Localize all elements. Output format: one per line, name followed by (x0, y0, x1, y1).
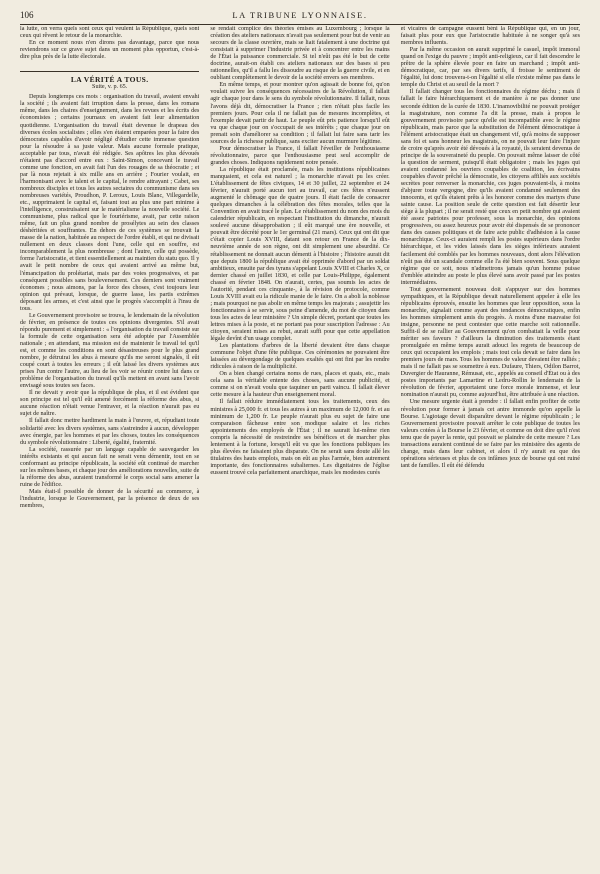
page-header (20, 6, 580, 25)
paragraph: Il fallait donc mettre hardiment la main à l'œuvre, et, répudiant toute solidarité avec les divers systèmes, sans s'astreindre à aucun, développer avec énergie, par les hommes et par les choses, toutes les conséquences du symbole révolutionnaire : Liberté, égalité, fraternité. (20, 418, 200, 446)
paragraph: se rendait complice des théories émises au Luxembourg ; lorsque la création des ateliers nationaux n'avait pas seulement pour but de venir au secours de la classe ouvrière, mais se liait fatalement à une doctrine qui consistait à supprimer l'industrie privée et à concentrer entre les mains de l'État la puissance commerciale. Si tel n'eût pas été le but de cette doctrine, aurait-on établi ces ateliers nationaux sur des bases si peu rationnelles, qu'il a fallu les dissoudre au risque de la guerre civile, et en oubliant complètement le devoir de la société envers ses membres. (210, 26, 390, 82)
paragraph: Il fallait réduire immédiatement tous les traitements, ceux des ministres à 25,000 fr. et tous les autres à un maximum de 12,000 fr. et au minimum de 1,200 fr. Le peuple n'aurait plus eu sujet de faire une comparaison fâcheuse entre son modique salaire et les riches appointements des employés de l'État ; il ne saurait lui-même rien compris la nécessité de restreindre ses bénéfices et de marcher plus lentement à la fortune, lorsqu'il eût vu que les fonctions publiques les plus élevées ne faisaient plus disparate. On ne serait sans doute allé les titulaires des hauts emplois, mais on eût au plus l'armée, bien autrement importante, des fonctionnaires subalternes. Les dignitaires de l'église eussent trouvé cela parfaitement anarchique, mais les modestes curés (210, 399, 390, 476)
paragraph: On a bien changé certains noms de rues, places et quais, etc., mais cela sans la véritable entente des choses, sans aucune publicité, et comme si on n'avait voulu que taquiner un parti vaincu. Il fallait élever cette mesure à la hauteur d'un enseignement moral. (210, 371, 390, 399)
article-title: LA VÉRITÉ A TOUS. (70, 75, 149, 85)
paragraph: La société, rassurée par un langage capable de sauvegarder les intérêts existants et qui aucun fait ne serait venu démentir, tout en se conformant au principe républicain, la société eût continué de marcher sur les mêmes bases, et chaque jour des améliorations nouvelles, suite de la réforme des abus, auraient transformé le corps social sans amener la ruine de l'édifice. (20, 446, 200, 488)
paragraph: Par la même occasion on aurait supprimé le casuel, impôt immoral quand on l'exige du pauvre ; impôt anti-religieux, car il fait descendre le prêtre de la sphère élevée pour en faire un marchand ; impôt anti-démocratique, car, par ses divers tarifs, il froisse le sentiment de l'égalité, lui donc trouvera-t-on l'égalité si elle n'existe même pas dans le temple du Christ et au seuil de la mort ? (400, 47, 580, 89)
article-subtitle: Suite, v. p. 65. (92, 84, 128, 91)
paragraph: Le Gouvernement provisoire se trouva, le lendemain de la révolution de février, en présence de toutes ces opinions divergentes. S'il avait répondu purement et simplement : « l'organisation du travail consiste sur la formule de cette organisation sera été adoptée par l'Assemblée nationale ; en attendant, ma mission est de maintenir le travail tel qu'il est, et comme les conditions en sont désastreuses pour le plus grand nombre, je détruirai les abus à mesure qu'ils me seront signalés, il eût coupé court à toutes les erreurs ; il eût laissé les divers systèmes aux prises l'un contre l'autre, au lieu de les voir se réunir contre lui dans ce problème de l'organisation du travail qu'ils mettent en avant sans l'avoir envisagé sous toutes ses faces. (20, 312, 200, 390)
paragraph: Les plantations d'arbres de la liberté devaient être dans chaque commune l'objet d'une fête publique. Ces cérémonies ne pouvaient être laissées au dévergondage de quelques exaltés qui ont fini par les rendre ridicules à raison de la multiplicité. (210, 343, 390, 371)
column-1 (20, 26, 199, 868)
paragraph: Il fallait changer tous les fonctionnaires du régime déchu ; mais il fallait le faire hiérarchiquement et de manière à ne pas donner une seconde édition de la curée de 1830. L'inamovibilité ne pouvait protéger la magistrature, non comme l'a dit la presse, mais à propos le gouvernement provisoire parce qu'elle est incompatible avec le régime républicain, mais parce que la substitution de l'élément démocratique à l'élément aristocratique était un changement vif, qu'à moins de supposer sans foi et sans honneur les magistrats, on ne pouvait leur faire l'injure de croire qu'après avoir été dévoués à la royauté, ils seraient devenus de principe de la souveraineté du peuple. On pouvait même laisser de côté la question de serment, puisqu'il était obligatoire ; mais les juges qui avaient condamné les ouvriers coupables de coalition, les écrivains coupables d'avoir prêché la démocratie, les citoyens affiliés aux sociétés secrètes pour renverser la monarchie, ces juges pouvaient-ils, à moins d'abjurer toute vergogne, dire qu'ils avaient condamné seulement des innocents, et qu'ils étaient prêts à les honorer comme des martyrs d'une sainte cause. La position seule de cette question est fait désertir leur siège à la plupart ; il ne serait resté que ceux en petit nombre qui avaient été assez patriotes pour professer, sous la monarchie, des opinions progressives, ou assez heureux pour avoir été dispensés de se prononcer dans des causes politiques et de faire acte public d'adhésion à la cause monarchique. Ceux-ci auraient rempli les postes supérieurs dans l'ordre hiérarchique, et les vides laissés dans les sièges inférieurs auraient facilement été comblés par les hommes nouveaux, dont alors l'élévation n'eût pas été un scandale comme elle l'a été bien souvent. Sous quelque régime que ce soit, nous n'admettrons jamais qu'un homme puisse d'emblée atteindre au poste le plus élevé sans avoir passé par les postes intermédiaires. (400, 89, 580, 286)
paragraph: En ce moment nous n'en dirons pas davantage, parce que nous reviendrons sur ce grave sujet dans un moment plus opportun, c'est-à-dire plus près de la lutte électorale. (20, 40, 200, 61)
page-number: 106 (20, 10, 34, 20)
text-columns (20, 26, 580, 868)
paragraph: Mais était-il possible de donner de la sécurité au commerce, à l'industrie, lorsque le Gouvernement, par la présence de deux de ses membres, (20, 488, 200, 510)
column-3 (401, 26, 580, 868)
paragraph: Tout gouvernement nouveau doit s'appuyer sur des hommes sympathiques, et la République devait naturellement appeler à elle les républicains éprouvés, ensuite les hommes que leur opposition, sous la monarchie, signalait comme ayant des tendances démocratiques, enfin les hommes simplement amis du progrès. À moins d'une mauvaise foi insigne, personne ne peut contester que cette marche soit rationnelle. Suffit-il de se rallier au Gouvernement qu'on combattait la veille pour mériter ses faveurs ? d'ailleurs la diminution des traitements étant promulguée en même temps aurait adouci les regrets de beaucoup de ceux qui occupaient les emplois ; mais tout cela devait se faire dans les premiers jours de mars. Tous les hommes de valeur devaient être ralliés ; mais il ne fallait pas se soumettre à eux. Dufaure, Thiers, Odilon Barrot, Duvergier de Hauranne, Rémusat, etc., appelés au conseil d'État ou à des postes importants par Lamartine et Ledru-Rollin le lendemain de la révolution de février, apportaient une force morale immense, et leur nomination n'aurait pu, comme aujourd'hui, être attribuée à une réaction. (400, 286, 580, 399)
paragraph: En même temps, et pour montrer qu'on agissait de bonne foi, qu'on voulait suivre les conséquences nécessaires de la Révolution, il fallait agir chaque jour dans le sens du symbole révolutionnaire. Il fallait, nous l'avons déjà dit, démocratiser la France ; rien n'était plus facile les premiers jours. Pour cela il ne fallait pas de mesures incomplètes, et l'exemple devait partir de haut. Le peuple eût pris patience lorsqu'il eût vu que chaque jour on s'occupait de ses intérêts ; que chaque jour on prenait soin d'améliorer sa condition ; il fallait lui faire sans tarir les sources de la richesse publique, sans exciter aucun murmure légitime. (210, 82, 390, 145)
paragraph: La république était proclamée, mais les institutions républicaines manquaient, et cela est naturel ; la monarchie n'avait pu les créer. L'établissement de fêtes civiques, 14 et 30 juillet, 22 septembre et 24 février, n'aurait porté aucun tort au travail, car ces fêtes n'eussent augmenté le chômage que de quatre jours. Il était facile de consacrer quelques dimanches à la célébration des fêtes morales, telles que la Convention en avait tracé le plan. Le rétablissement du nom des mois du calendrier républicain, en respectant l'institution du dimanche, n'aurait soulevé aucune désapprobation ; il eût marqué une ère nouvelle, et pouvait être décrété pour le 1er germinal (21 mars). Ceux qui ont dit que c'était copier Louis XVIII, datant son retour en France de la dix-neuvième année de son règne, ont dit simplement une absurdité. Ce rétablissement ne donnait aucun démenti à l'histoire ; l'histoire aurait dit que depuis 1800 la république avait été opprimée d'abord par un soldat ambitieux, ensuite par des tyrans s'appelant Louis XVIII et Charles X, ce dernier chassé en juillet 1830, et celle par Louis-Philippe, également chassé en février 1848. On n'aurait, certes, pas soumis les actes de l'autorité, pendant ces cinquante-, à la révision de protocole, comme Louis XVIII avait eu la ridicule manie de le faire. On a aboli la noblesse ; mais pourquoi ne pas abolir en même temps les majorats ; assujettir les fonctionnaires à se servir, sous peine d'amende, du mot de citoyen dans tous les actes de leur ministère ? Un simple décret, portant que toutes les lettres mises à la poste, et ne portant pas pour suscription l'adresse : Au citoyen, seraient mises au rebut, aurait suffi pour que cette appellation légale devînt d'un usage complet. (210, 166, 390, 343)
paragraph: Depuis longtemps ces mots : organisation du travail, avaient envahi la société ; ils avaient fait irruption dans la presse, dans les romans même, dans les chaires d'enseignement, dans les revues et les écrits des économistes ; certains journaux en avaient fait leur alimentation quotidienne. L'organisation du travail était devenue le drapeau des diverses écoles socialistes ; elles s'en étaient emparées pour la faire des démocrates capables d'avoir négligé d'étudier cette immense question pour la résoudre à sa juste valeur. Mais aucune formule pratique, acceptable par tous, n'avait été rédigée. Ses apôtres les plus dévoués n'étaient pas d'accord entre eux : Saint-Simon, concevant le travail comme une fonction, en avait fait l'un des rouages de sa théocratie ; et par là nous rejetait à six mille ans en arrière ; Fourier voulait, en l'harmonisant avec le talent et le capital, le rendre attrayant ; Cabet, ses nombreux disciples et tous les autres sectaires du communisme dans ses nombreuses variétés, Proudhon, P. Leroux, Louis Blanc, Villegardelle, etc., supprimaient le capital et, faisant tout au plus une part minime à l'intelligence, construisaient sur le matérialisme la nouvelle société. Le communisme, plus radical que le fouriérisme, avait, par cette raison même, fait un plus grand nombre de prosélytes au sein des classes déshéritées et souffrantes. En dehors de ces systèmes se trouvait la masse de la nation, habituée au respect de l'ordre établi, et qui ne divisait nullement en deux classes dont l'une, celle qui en souffre, est incomparablement la plus nombreuse ; dont l'autre, celle qui possède, forme l'aristocratie, et tient essentiellement au maintien du statu quo. Il y avait le petit nombre de ceux qui avaient arrivé au même but, l'émancipation du prolétariat, mais par des voies progressives, et par conséquent possibles sans bouleversement. Ces derniers sont vraiment économes ; nous aimons, par la force des choses, c'est toujours leur opinion qui prévaut, lorsque, de guerre lasse, les partis extrêmes déposant les armes, et c'est ainsi que le progrès s'accomplit à l'insu de tous. (20, 94, 200, 312)
paragraph: Une mesure urgente était à prendre : il fallait enfin profiter de cette révolution pour former à jamais cet antre immonde qu'on appelle la Bourse. L'agiotage devait disparaître devant le régime républicain ; le Gouvernement provisoire pouvait arrêter le cote publique de toutes les valeurs cotées à la Bourse le 23 février, et comme on doit dire qu'il n'est tenu que de payer la rente, qui pouvait se plaindre de cette mesure ? Les transactions auraient continué de se faire par les ministère des agents de change, mais dans leur cabinet, et alors il n'y aurait eu que des opérations sérieuses et plus de ces infâmes jeux de bourse qui ont ruiné tant de familles. Il eût été défendu (400, 399, 580, 469)
column-2 (210, 26, 389, 868)
paragraph: Il ne devait y avoir que la république de plus, et il est évident que son principe est tel qu'il eût amené forcément la réforme des abus, si aucune réaction n'était venue l'entraver, et la réaction n'aurait pas eu sujet de naître. (20, 390, 200, 418)
section-divider (20, 71, 199, 72)
paragraph: et vicaires de campagne eussent béni la République qui, en un jour, faisait plus pour eux que l'aristocratie habituée à ne songer qu'à ses membres influents. (400, 26, 580, 47)
paragraph: Pour démocratiser la France, il fallait l'éveiller de l'enthousiasme révolutionnaire, parce que l'enthousiasme peut seul accomplir de grandes choses. Indiquons rapidement notre pensée. (210, 145, 390, 166)
paragraph: la lutte, on verra quels sont ceux qui veulent la République, quels sont ceux qui rêvent le retour de la monarchie. (20, 26, 200, 40)
running-title: LA TRIBUNE LYONNAISE. (232, 10, 368, 20)
